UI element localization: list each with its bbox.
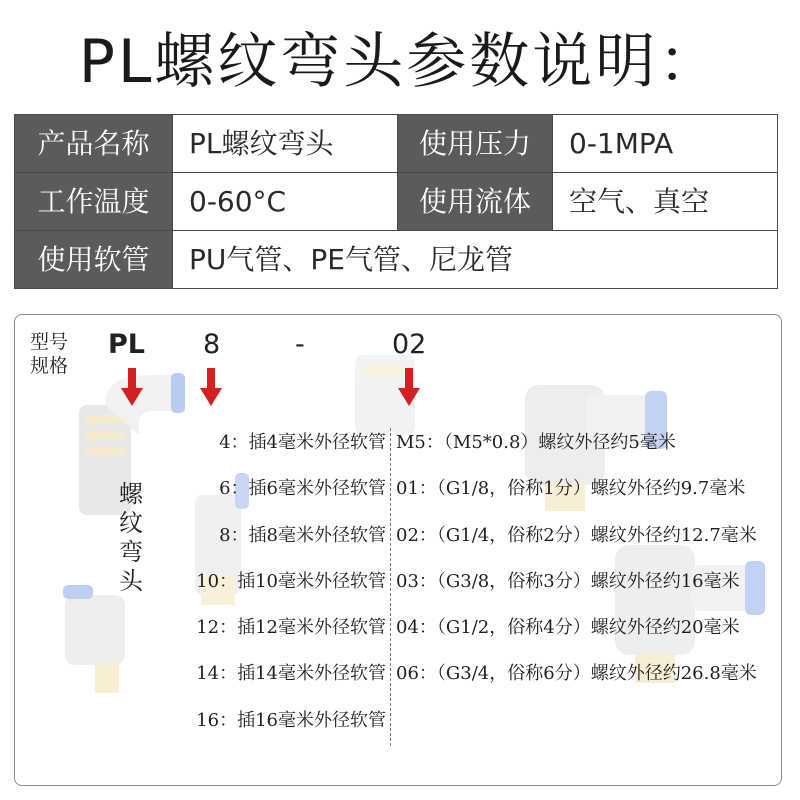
- model-code-size: 8: [203, 329, 221, 360]
- model-spec-label: [30, 330, 80, 378]
- list-item: 02：（G1/4，俗称2分）螺纹外径约12.7毫米: [396, 524, 757, 546]
- model-code-dash: -: [295, 329, 305, 360]
- list-item: 01：（G1/8，俗称1分）螺纹外径约9.7毫米: [396, 478, 746, 500]
- pressure-value: 0-1MPA: [553, 115, 778, 173]
- list-item: 06：（G3/4，俗称6分）螺纹外径约26.8毫米: [396, 663, 757, 685]
- spec-row: [15, 173, 778, 231]
- spec-table: [14, 114, 778, 289]
- model-label-line1: 型号: [30, 331, 69, 353]
- temperature-label: 工作温度: [15, 173, 173, 231]
- column-divider: [390, 428, 391, 746]
- model-code-thread: 02: [392, 329, 427, 360]
- fluid-value: 空气、真空: [553, 173, 778, 231]
- arrow-down-icon: [200, 368, 222, 408]
- arrow-down-icon: [398, 368, 420, 408]
- arrow-down-icon: [121, 368, 143, 408]
- fluid-label: 使用流体: [398, 173, 553, 231]
- spec-row: [15, 115, 778, 173]
- list-item: 10：插10毫米外径软管: [196, 570, 386, 592]
- model-label-line2: 规格: [30, 355, 69, 377]
- series-name-vertical: 螺纹弯头: [119, 480, 143, 595]
- spec-row: [15, 231, 778, 289]
- page-title: PL螺纹弯头参数说明：: [78, 27, 722, 97]
- tube-size-list: [150, 428, 386, 752]
- model-code-series: PL: [108, 329, 145, 360]
- list-item: 12：插12毫米外径软管: [196, 617, 386, 639]
- product-name-label: 产品名称: [15, 115, 173, 173]
- list-item: 04：（G1/2，俗称4分）螺纹外径约20毫米: [396, 617, 740, 639]
- list-item: M5：（M5*0.8）螺纹外径约5毫米: [396, 432, 676, 453]
- list-item: 6：插6毫米外径软管: [219, 478, 386, 500]
- thread-size-list: [396, 428, 776, 706]
- temperature-value: 0-60°C: [173, 173, 398, 231]
- hose-label: 使用软管: [15, 231, 173, 289]
- fitting-photo-lower-left: [55, 575, 165, 705]
- product-name-value: PL螺纹弯头: [173, 115, 398, 173]
- list-item: 4：插4毫米外径软管: [219, 432, 386, 453]
- list-item: 03：（G3/8，俗称3分）螺纹外径约16毫米: [396, 570, 740, 592]
- list-item: 14：插14毫米外径软管: [196, 663, 386, 685]
- list-item: 8：插8毫米外径软管: [219, 524, 386, 546]
- pressure-label: 使用压力: [398, 115, 553, 173]
- list-item: 16：插16毫米外径软管: [196, 709, 386, 731]
- hose-value: PU气管、PE气管、尼龙管: [173, 231, 778, 289]
